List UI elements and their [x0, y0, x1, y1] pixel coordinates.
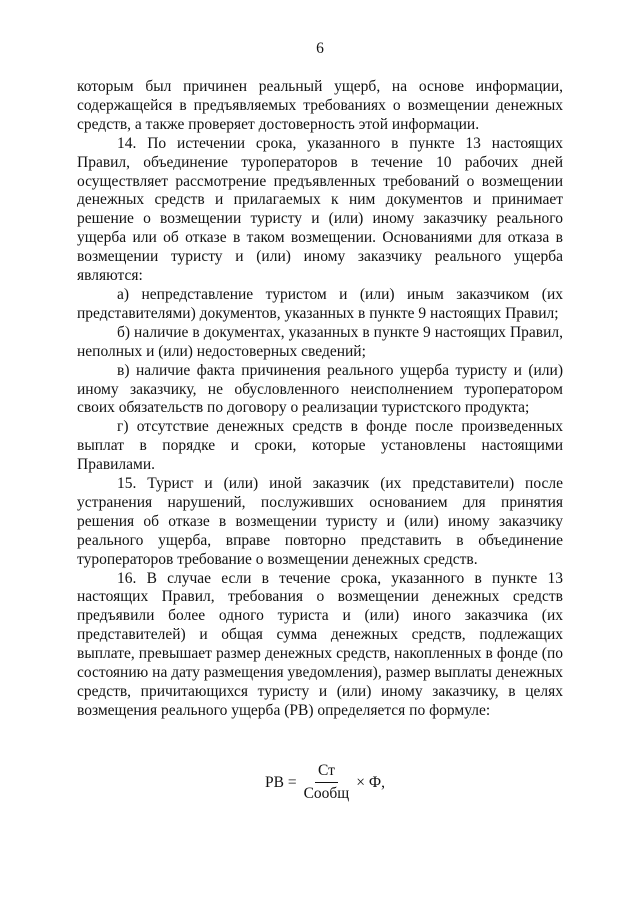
formula-lhs: РВ =	[265, 773, 297, 791]
paragraph-14: 14. По истечении срока, указанного в пункте 13 настоящих Правил, объединение туроператоров в течение 10 рабочих дней осуществляет рассмотрение предъявленных требований о возмещении денежных средств и прилагаемых к ним документов и принимает решение о возмещении туристу и (или) иному заказчику реального ущерба или об отказе в таком возмещении. Основаниями для отказа в возмещении туристу и (или) иному заказчику реального ущерба являются:	[77, 134, 563, 285]
list-item-b: б) наличие в документах, указанных в пункте 9 настоящих Правил, неполных и (или) недостоверных сведений;	[77, 323, 563, 360]
formula-rhs: × Ф,	[356, 773, 385, 791]
paragraph-16: 16. В случае если в течение срока, указанного в пункте 13 настоящих Правил, требования о возмещении денежных средств предъявили более одного туриста и (или) иного заказчика (их представителей) и общая сумма денежных средств, подлежащих выплате, превышает размер денежных средств, накопленных в фонде (по состоянию на дату размещения уведомления), размер выплаты денежных средств, причитающихся туристу и (или) иному заказчику, в целях возмещения реального ущерба (РВ) определяется по формуле:	[77, 569, 563, 719]
formula	[0, 762, 640, 803]
formula-fraction	[301, 762, 353, 803]
formula-denominator: Сообщ	[303, 785, 350, 802]
paragraph-15: 15. Турист и (или) иной заказчик (их представители) после устранения нарушений, послуживших основанием для принятия решения об отказе в возмещении туристу и (или) иному заказчику реального ущерба, вправе повторно представить в объединение туроператоров требование о возмещении денежных средств.	[77, 475, 563, 568]
document-body	[77, 78, 563, 721]
formula-numerator: Ст	[315, 762, 338, 783]
page-number: 6	[316, 40, 324, 57]
paragraph-continuation: которым был причинен реальный ущерб, на основе информации, содержащейся в предъявляемых требованиях о возмещении денежных средств, а также проверяет достоверность этой информации.	[77, 78, 563, 133]
list-item-v: в) наличие факта причинения реального ущерба туристу и (или) иному заказчику, не обусловленного неисполнением туроператором своих обязательств по договору о реализации туристского продукта;	[77, 361, 563, 417]
list-item-g: г) отсутствие денежных средств в фонде после произведенных выплат в порядке и сроки, которые установлены настоящими Правилами.	[77, 418, 563, 474]
list-item-a: а) непредставление туристом и (или) иным заказчиком (их представителями) документов, указанных в пункте 9 настоящих Правил;	[77, 285, 563, 322]
